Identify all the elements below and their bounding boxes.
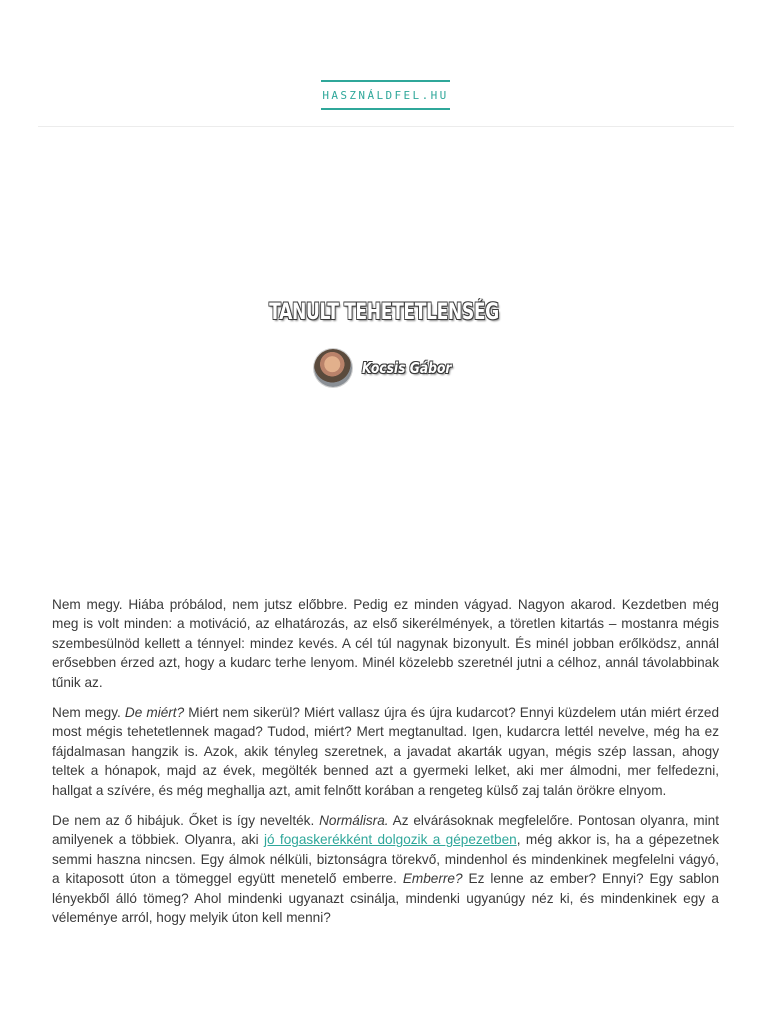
paragraph-2 <box>52 703 719 800</box>
paragraph-3-part-3: , még akkor is, ha a gépezetnek semmi haszna nincsen. Egy álmok nélküli, biztonságra törekvő, mindenhol és mindenkinek megfelelni vágyó, a kitaposott úton a tömeggel együtt menetelő emberre. <box>52 832 719 887</box>
gepezet-link[interactable]: jó fogaskerékként dolgozik a gépezetben <box>263 832 517 848</box>
site-header <box>0 0 768 128</box>
paragraph-2-emphasis: De miért? <box>124 705 185 721</box>
paragraph-2-lead: Nem megy. <box>52 705 125 721</box>
article-title: TANULT TEHETETLENSÉG <box>269 300 499 325</box>
author-avatar-icon[interactable] <box>314 349 352 387</box>
article-body <box>52 595 719 939</box>
paragraph-3-emphasis-2: Emberre? <box>402 871 463 887</box>
header-divider <box>38 126 734 127</box>
site-logo[interactable]: HASZNÁLDFEL.HU <box>321 80 450 110</box>
paragraph-3-part-4: Ez lenne az ember? Ennyi? Egy sablon lényekből álló tömeg? Ahol mindenki ugyanazt csinálja, mindenki ugyanúgy néz ki, és mindenkinek egy a véleménye arról, hogy melyik úton kell menni? <box>52 871 720 926</box>
paragraph-3-part-1: De nem az ő hibájuk. Őket is így nevelték. <box>52 813 320 829</box>
paragraph-1: Nem megy. Hiába próbálod, nem jutsz előbbre. Pedig ez minden vágyad. Nagyon akarod. Kezdetben még meg is volt minden: a motiváció, az elhatározás, az első sikerélmények, a töretlen kitartás – mostanra mégis szembesülnöd kellett a ténnyel: mindez kevés. A cél túl nagynak bizonyult. És minél jobban erőlködsz, annál erősebben érzed azt, hogy a kudarc terhe lenyom. Minél közelebb szeretnél jutni a célhoz, annál távolabbinak tűnik az. <box>52 597 719 690</box>
paragraph-2-rest: Miért nem sikerül? Miért vallasz újra és újra kudarcot? Ennyi küzdelem után miért érzed most mégis tehetetlennek magad? Tudod, miért? Mert megtanultad. Igen, kudarcra lettél nevelve, még ha ez fájdalmasan hangzik is. Azok, akik tényleg szeretnek, a javadat akarták ugyan, mégis szép lassan, ahogy teltek a hónapok, majd az évek, megölték benned azt a gyermeki lelket, aki mer álmodni, mer felfedezni, hallgat a szívére, és még meghallja azt, amit felnőtt korában a rengeteg külső zaj talán örökre elnyom. <box>52 705 720 798</box>
paragraph-3 <box>52 811 719 927</box>
paragraph-3-part-2: Az elvárásoknak megfelelőre. Pontosan olyanra, mint amilyenek a többiek. Olyanra, aki <box>52 813 719 848</box>
author-byline[interactable] <box>314 349 471 387</box>
author-name[interactable]: Kocsis Gábor <box>362 359 452 377</box>
paragraph-3-emphasis-1: Normálisra. <box>319 813 389 829</box>
